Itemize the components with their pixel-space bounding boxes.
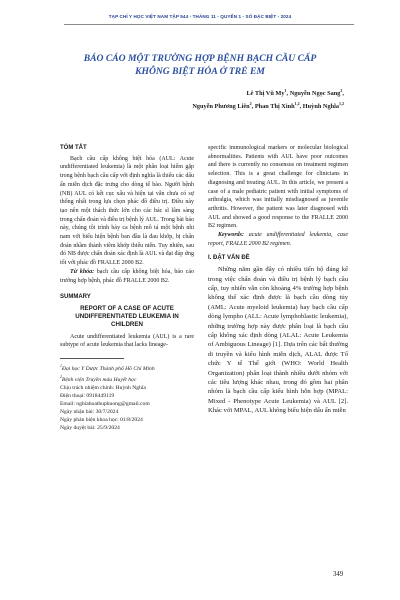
title-line-2: KHÔNG BIỆT HÓA Ở TRẺ EM [135, 66, 265, 77]
author-affiliation: 2 [340, 88, 343, 93]
keywords-label: Keywords: [218, 232, 244, 239]
footnote-rule [60, 358, 124, 359]
intro-body: Những năm gần đây có nhiều tiến bộ đáng kể trong việc chẩn đoán và điều trị bệnh lý bạch cầu cấp, tuy nhiên vẫn còn khoảng 4% trường hợp bệnh không thể xác định được là bạch cầu dòng tủy (AML: Acute myeloid leukemia) hay bạch cầu cấp dòng lympho (ALL: Acute lymphoblastic leukemia), những trường hợp này được phân loại là bạch cầu cấp không xác định dòng (ALAL: Acute Leukemia of Ambiguous Lineage) [1]. Dựa trên các bất thường di truyền và kiểu hình miễn dịch, ALAL được Tổ chức Y tế Thế giới (WHO: World Health Organization) phân loại thành nhiều dưới nhóm với các tiêu lượng khác nhau, trong đó gồm hai phân nhóm là bạch cầu cấp kiểu hình hỗn hợp (MPAL: Mixed - Phenotype Acute Leukemia) và AUL [2]. Khác với MPAL, AUL không biểu hiện dấu ấn miễn [208, 266, 348, 415]
author-name: Nguyễn Phương Liên [192, 103, 250, 111]
author-affiliation: 2 [249, 101, 252, 107]
page-number: 349 [333, 571, 344, 578]
email: Email: nghiahoathuphuong@gmail.com [60, 401, 150, 408]
author-affiliation: 1,2 [339, 101, 344, 107]
author-affiliation: 1 [284, 88, 287, 93]
date-approved: Ngày duyệt bài: 25/9/2024 [60, 425, 120, 432]
left-column [60, 144, 194, 432]
article-title [0, 52, 400, 78]
author-line-2: Nguyễn Phương Liên$^2$, Phan Thị Xinh$^{1,2}$, Huỳnh Nghĩa$^{1,2}$ [192, 101, 344, 111]
author-name: Huỳnh Nghĩa [302, 103, 339, 111]
affiliation-2: $^2$Bệnh viện Truyền máu Huyết học [60, 374, 137, 383]
keywords-text: acute undifferentiated leukemia, case report, FRALLE 2000 B2 regimen. [208, 232, 349, 247]
right-column [208, 144, 348, 416]
summary-vi-body: Bạch cầu cấp không biệt hóa (AUL: Acute undifferentiated leukemia) là một phân loại hiếm gặp trong bệnh bạch cầu cấp với định nghĩa là thiếu các dấu ấn miễn dịch đặc trưng cho dòng tế bào. Người bệnh (NB) AUL có kết cục xấu và hiện tại vẫn chưa có sự thống nhất trong lựa chọn phác đồ điều trị. Điều này tạo nên một thách thức lớn cho các bác sĩ lâm sàng trong chẩn đoán và điều trị bệnh lý AUL. Trong bài báo này, chúng tôi trình bày ca bệnh mô tả một bệnh nhi nam với biểu hiện bệnh ban đầu là đau khớp, bị chẩn đoán nhầm thành viêm khớp thiếu niên. Tuy nhiên, sau đó NB được chẩn đoán xác định là AUL và đạt đáp ứng tốt với phác đồ FRALLE 2000 B2. [60, 155, 194, 267]
author-name: Phan Thị Xinh [254, 103, 295, 111]
keywords-text: bạch cầu cấp không biệt hóa, báo cáo trường hợp bệnh, phác đồ FRALLE 2000 B2. [60, 268, 194, 284]
affiliation-1: $^1$Đại học Y Dược Thành phố Hồ Chí Minh [60, 363, 155, 372]
author-name: Lê Thị Vũ My [246, 90, 285, 98]
date-received: Ngày nhận bài: 30/7/2024 [60, 409, 119, 416]
summary-en-body-continued: specific immunological markers or molecular biological abnormalities. Patients with AUL have poor outcomes and there is currently no consensus on treatment regimen selection. This is a great challenge for clinicians in diagnosing and treating AUL. In this article, we present a case of a male pediatric patient with initial symptoms of arthralgia, which was initially misdiagnosed as juvenile arthritis. However, the patient was later diagnosed with AUL and showed a good response to the FRALLE 2000 B2 regimen. [208, 145, 348, 230]
summary-en-title: REPORT OF A CASE OF ACUTE UNDIFFERENTIATED LEUKEMIA IN CHILDREN [75, 304, 179, 329]
phone: Điện thoại: 0918449119 [60, 392, 115, 399]
author-list [124, 86, 344, 112]
summary-vi-keywords [60, 268, 194, 285]
header-rule [64, 24, 354, 25]
author-affiliation: 1,2 [294, 101, 300, 107]
corresponding-author: Chịu trách nhiệm chính: Huỳnh Nghĩa [60, 384, 146, 391]
intro-heading: I. ĐẶT VẤN ĐỀ [208, 255, 250, 262]
author-line-1: Lê Thị Vũ My$^1$, Nguyễn Ngọc Sang$^2$, [246, 88, 344, 98]
author-name: Nguyễn Ngọc Sang [289, 90, 341, 98]
footnotes [60, 362, 194, 432]
summary-en-heading: SUMMARY [60, 294, 91, 301]
journal-header: TẠP CHÍ Y HỌC VIỆT NAM TẬP 544 - THÁNG 11 - QUYỂN 1 - SỐ ĐẶC BIỆT - 2024 [108, 14, 292, 19]
summary-en-body-start: Acute undifferentiated leukemia (AUL) is a rare subtype of acute leukemia that lacks lineage- [60, 333, 194, 349]
keywords-label: Từ khóa: [70, 268, 95, 275]
summary-vi-heading: TÓM TẮT [60, 145, 87, 151]
title-line-1: BÁO CÁO MỘT TRƯỜNG HỢP BỆNH BẠCH CẦU CẤP [83, 53, 317, 64]
date-reviewed: Ngày phản biện khoa học: 01/8/2024 [60, 417, 143, 424]
summary-en-keywords [208, 231, 348, 248]
